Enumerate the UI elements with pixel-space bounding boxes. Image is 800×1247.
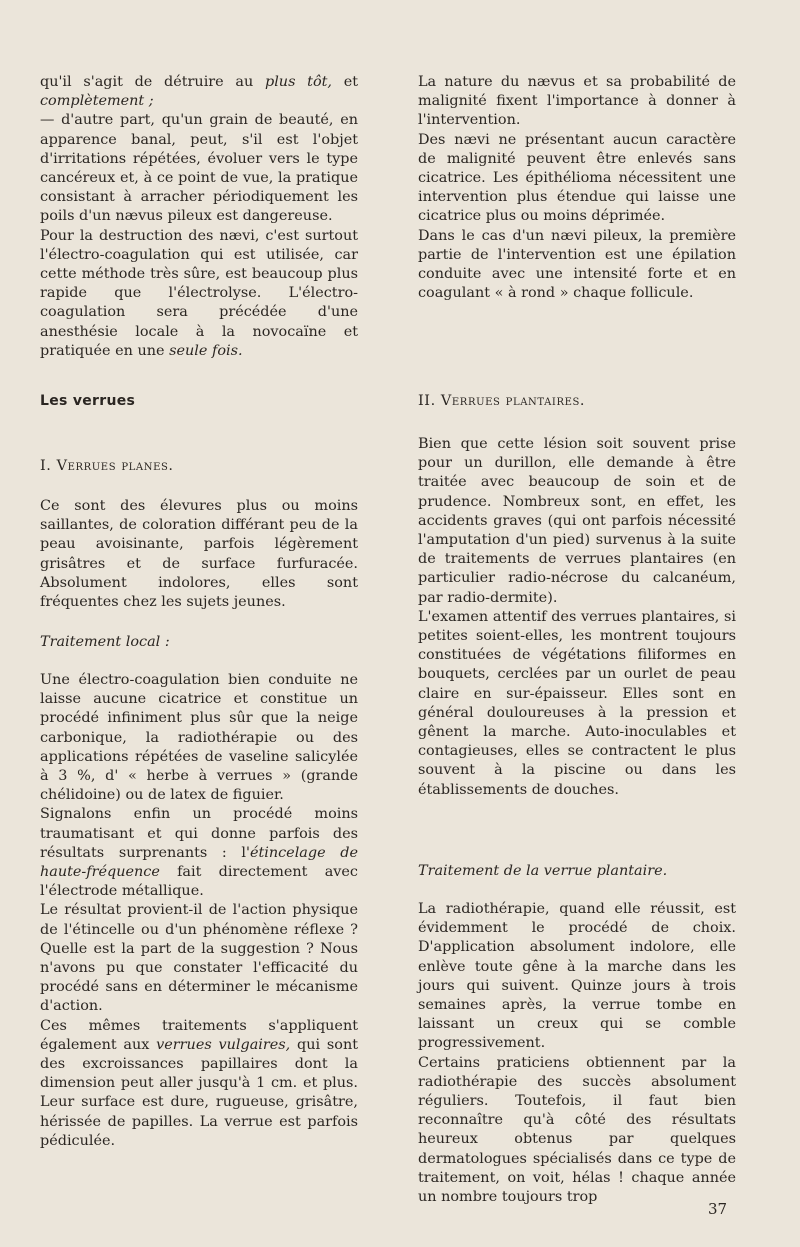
page-number: 37 [708,1200,728,1218]
paragraph: L'examen attentif des verrues plantaires, si petites soient-elles, les montrent toujours constituées de végétations filiformes en bouquets, cerclées par un ourlet de peau claire en sur-épaisseur. Elles sont en général douloureuses à la pression et gênent la marche. Auto-inoculables et contagieuses, elles se contractent le plus souvent à la piscine ou dans les établissements de douches. [418,608,736,798]
subsection-title-plantaires: II. Verrues plantaires. [418,393,586,409]
paragraph: Le résultat provient-il de l'action physique de l'étincelle ou d'un phénomène réflexe ? Quelle est la part de la suggestion ? Nous n'avons pu que constater l'efficacité du procédé sans en déterminer le mécanisme d'action. [40,902,358,1015]
paragraph: Bien que cette lésion soit souvent prise pour un durillon, elle demande à être traitée avec beaucoup de soin et de prudence. Nombreux sont, en effet, les accidents graves (qui ont parfois nécessité l'amputation d'un pied) survenus à la suite de traitements de verrues plantaires (en particulier radio-nécrose du calcanéum, par radio-dermite). [418,436,736,606]
subsection-title-planes: I. Verrues planes. [40,458,174,474]
paragraph: qu'il s'agit de détruire au plus tôt, et complètement ; [40,74,359,110]
paragraph: Certains praticiens obtiennent par la radiothérapie des succès absolument réguliers. Toutefois, il faut bien reconnaître qu'à côté des résultats heureux obtenus par quelques dermatologues spécialisés dans ce type de traitement, on voit, hélas ! chaque année un nombre toujours trop [418,1054,736,1206]
paragraph: — d'autre part, qu'un grain de beauté, en apparence banal, peut, s'il est l'objet d'irritations répétées, évoluer vers le type cancéreux et, à ce point de vue, la pratique consistant à arracher périodiquement les poils d'un nævus pileux est dangereuse. [40,112,358,225]
paragraph: Signalons enfin un procédé moins traumatisant et qui donne parfois des résultats surprenants : l'étincelage de haute-fréquence fait directement avec l'électrode métallique. [40,806,358,900]
paragraph: Dans le cas d'un nævi pileux, la première partie de l'intervention est une épilation conduite avec une intensité forte et en coagulant « à rond » chaque follicule. [418,227,736,302]
paragraph: La nature du nævus et sa probabilité de malignité fixent l'importance à donner à l'intervention. [418,74,736,129]
paragraph: Ces mêmes traitements s'appliquent également aux verrues vulgaires, qui sont des excroissances papillaires dont la dimension peut aller jusqu'à 1 cm. et plus. Leur surface est dure, rugueuse, grisâtre, hérissée de papilles. La verrue est parfois pédiculée. [40,1017,358,1149]
right-column-intro [418,73,736,303]
traitement-local-body [40,671,358,1151]
paragraph: Pour la destruction des nævi, c'est surtout l'électro-coagulation qui est utilisée, car cette méthode très sûre, est beaucoup plus rapide que l'électrolyse. L'électro-coagulation sera précédée d'une anesthésie locale à la novocaïne et pratiquée en une seule fois. [40,227,358,359]
section-title: Les verrues [40,393,136,409]
traitement-local-title: Traitement local : [40,634,170,650]
paragraph: Une électro-coagulation bien conduite ne laisse aucune cicatrice et constitue un procédé infiniment plus sûr que la neige carbonique, la radiothérapie ou des applications répétées de vaseline salicylée à 3 %, d' « herbe à verrues » (grande chélidoine) ou de latex de figuier. [40,672,358,804]
traitement-plantaire-title: Traitement de la verrue plantaire. [418,863,668,879]
paragraph: La radiothérapie, quand elle réussit, est évidemment le procédé de choix. D'application absolument indolore, elle enlève toute gêne à la marche dans les jours qui suivent. Quinze jours à trois semaines après, la verrue tombe en laissant un creux qui se comble progressivement. [418,901,736,1052]
paragraph: Des nævi ne présentant aucun caractère de malignité peuvent être enlevés sans cicatrice. Les épithélioma nécessitent une intervention plus étendue qui laisse une cicatrice plus ou moins déprimée. [418,131,736,225]
verrues-plantaires-body [418,435,736,800]
left-column-intro [40,73,358,361]
verrues-planes-description: Ce sont des élevures plus ou moins saillantes, de coloration différant peu de la peau avoisinante, parfois légèrement grisâtres et de surface furfuracée. Absolument indolores, elles sont fréquentes chez les sujets jeunes. [40,498,358,611]
traitement-plantaire-body [418,900,736,1207]
